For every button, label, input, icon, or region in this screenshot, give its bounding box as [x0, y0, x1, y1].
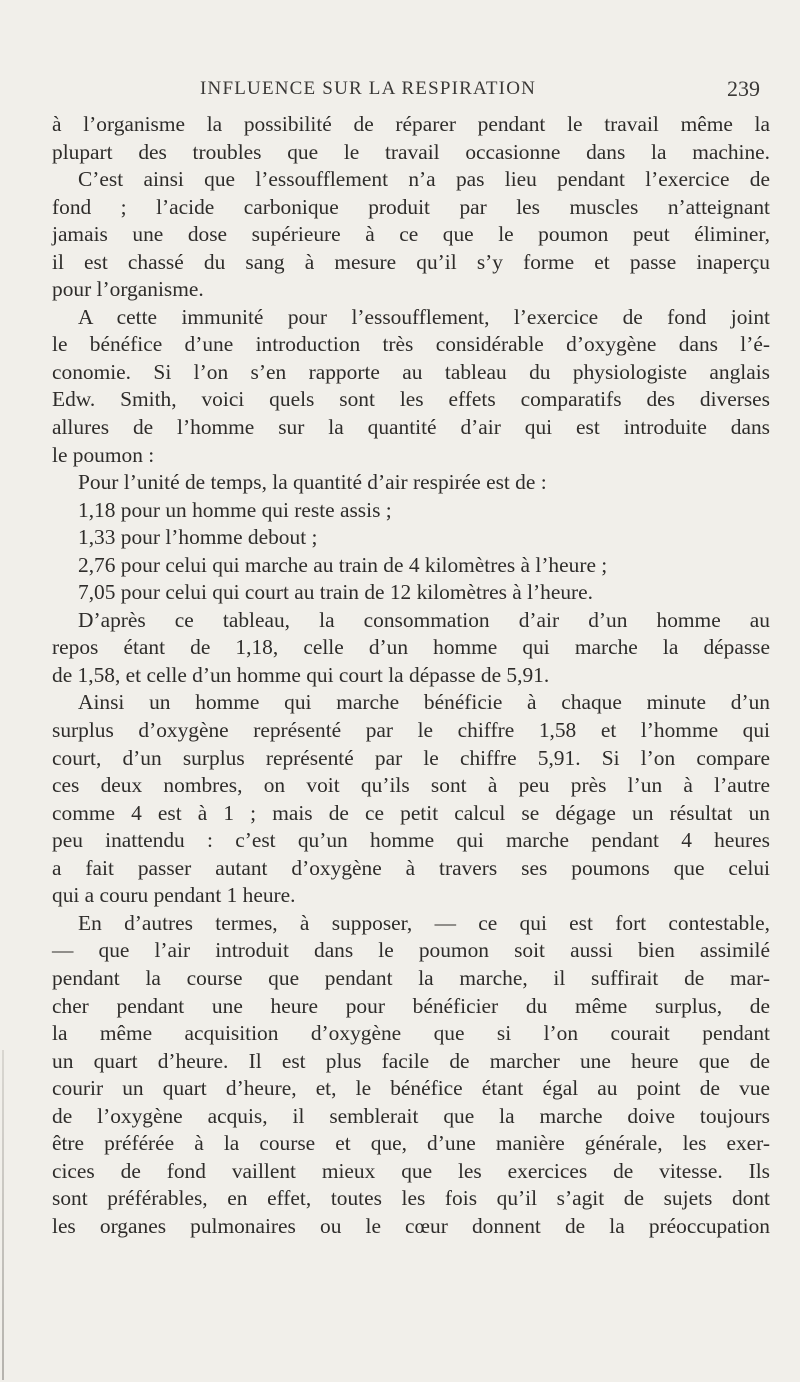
- text-line: 7,05 pour celui qui court au train de 12 kilomètres à l’heure.: [78, 580, 593, 605]
- text-line: pour l’organisme.: [52, 277, 204, 302]
- text-line: la même acquisition d’oxygène que si l’on courait pendant: [52, 1021, 770, 1046]
- text-line: il est chassé du sang à mesure qu’il s’y forme et passe inaperçu: [52, 249, 770, 274]
- text-line: a fait passer autant d’oxygène à travers ses poumons que celui: [52, 855, 770, 880]
- text-line: être préférée à la course et que, d’une manière générale, les exer-: [52, 1131, 770, 1156]
- text-line: Edw. Smith, voici quels sont les effets comparatifs des diverses: [52, 387, 770, 412]
- text-line: le poumon :: [52, 442, 155, 467]
- text-line: repos étant de 1,18, celle d’un homme qui marche la dépasse: [52, 635, 770, 660]
- body-text: [52, 111, 770, 1240]
- text-line: En d’autres termes, à supposer, — ce qui est fort contestable,: [78, 910, 770, 935]
- text-line: — que l’air introduit dans le poumon soit aussi bien assimilé: [52, 938, 770, 963]
- text-line: courir un quart d’heure, et, le bénéfice étant égal au point de vue: [52, 1076, 770, 1101]
- text-line: le bénéfice d’une introduction très considérable d’oxygène dans l’é-: [52, 332, 770, 357]
- text-line: C’est ainsi que l’essoufflement n’a pas lieu pendant l’exercice de: [78, 167, 770, 192]
- text-line: qui a couru pendant 1 heure.: [52, 883, 296, 908]
- text-line: comme 4 est à 1 ; mais de ce petit calcul se dégage un résultat un: [52, 800, 770, 825]
- text-line: 1,33 pour l’homme debout ;: [78, 525, 318, 550]
- text-line: fond ; l’acide carbonique produit par les muscles n’atteignant: [52, 194, 770, 219]
- text-line: les organes pulmonaires ou le cœur donnent de la préoccupation: [52, 1213, 770, 1238]
- text-line: ces deux nombres, on voit qu’ils sont à peu près l’un à l’autre: [52, 773, 770, 798]
- text-line: de l’oxygène acquis, il semblerait que la marche doive toujours: [52, 1103, 770, 1128]
- text-line: surplus d’oxygène représenté par le chiffre 1,58 et l’homme qui: [52, 718, 770, 743]
- text-line: un quart d’heure. Il est plus facile de marcher une heure que de: [52, 1048, 770, 1073]
- text-line: A cette immunité pour l’essoufflement, l’exercice de fond joint: [78, 304, 770, 329]
- text-line: Ainsi un homme qui marche bénéficie à chaque minute d’un: [78, 690, 770, 715]
- text-line: jamais une dose supérieure à ce que le poumon peut éliminer,: [52, 222, 770, 247]
- text-line: pendant la course que pendant la marche, il suffirait de mar-: [52, 965, 770, 990]
- text-line: 1,18 pour un homme qui reste assis ;: [78, 497, 392, 522]
- text-line: plupart des troubles que le travail occasionne dans la machine.: [52, 139, 770, 164]
- text-line: de 1,58, et celle d’un homme qui court la dépasse de 5,91.: [52, 662, 550, 687]
- text-line: à l’organisme la possibilité de réparer pendant le travail même la: [52, 112, 770, 136]
- text-line: Pour l’unité de temps, la quantité d’air respirée est de :: [78, 470, 547, 495]
- text-line: 2,76 pour celui qui marche au train de 4 kilomètres à l’heure ;: [78, 552, 608, 577]
- running-title: INFLUENCE SUR LA RESPIRATION: [200, 78, 537, 99]
- text-line: sont préférables, en effet, toutes les fois qu’il s’agit de sujets dont: [52, 1186, 770, 1211]
- page-number: 239: [727, 76, 760, 101]
- running-head: [200, 72, 760, 102]
- page-edge-shadow: [2, 1050, 4, 1380]
- text-line: allures de l’homme sur la quantité d’air qui est introduite dans: [52, 415, 770, 440]
- text-line: D’après ce tableau, la consommation d’air d’un homme au: [78, 607, 770, 632]
- text-line: court, d’un surplus représenté par le chiffre 5,91. Si l’on compare: [52, 745, 770, 770]
- text-line: peu inattendu : c’est qu’un homme qui marche pendant 4 heures: [52, 828, 770, 853]
- text-line: cices de fond vaillent mieux que les exercices de vitesse. Ils: [52, 1158, 770, 1183]
- text-line: cher pendant une heure pour bénéficier du même surplus, de: [52, 993, 770, 1018]
- text-line: conomie. Si l’on s’en rapporte au tableau du physiologiste anglais: [52, 359, 770, 384]
